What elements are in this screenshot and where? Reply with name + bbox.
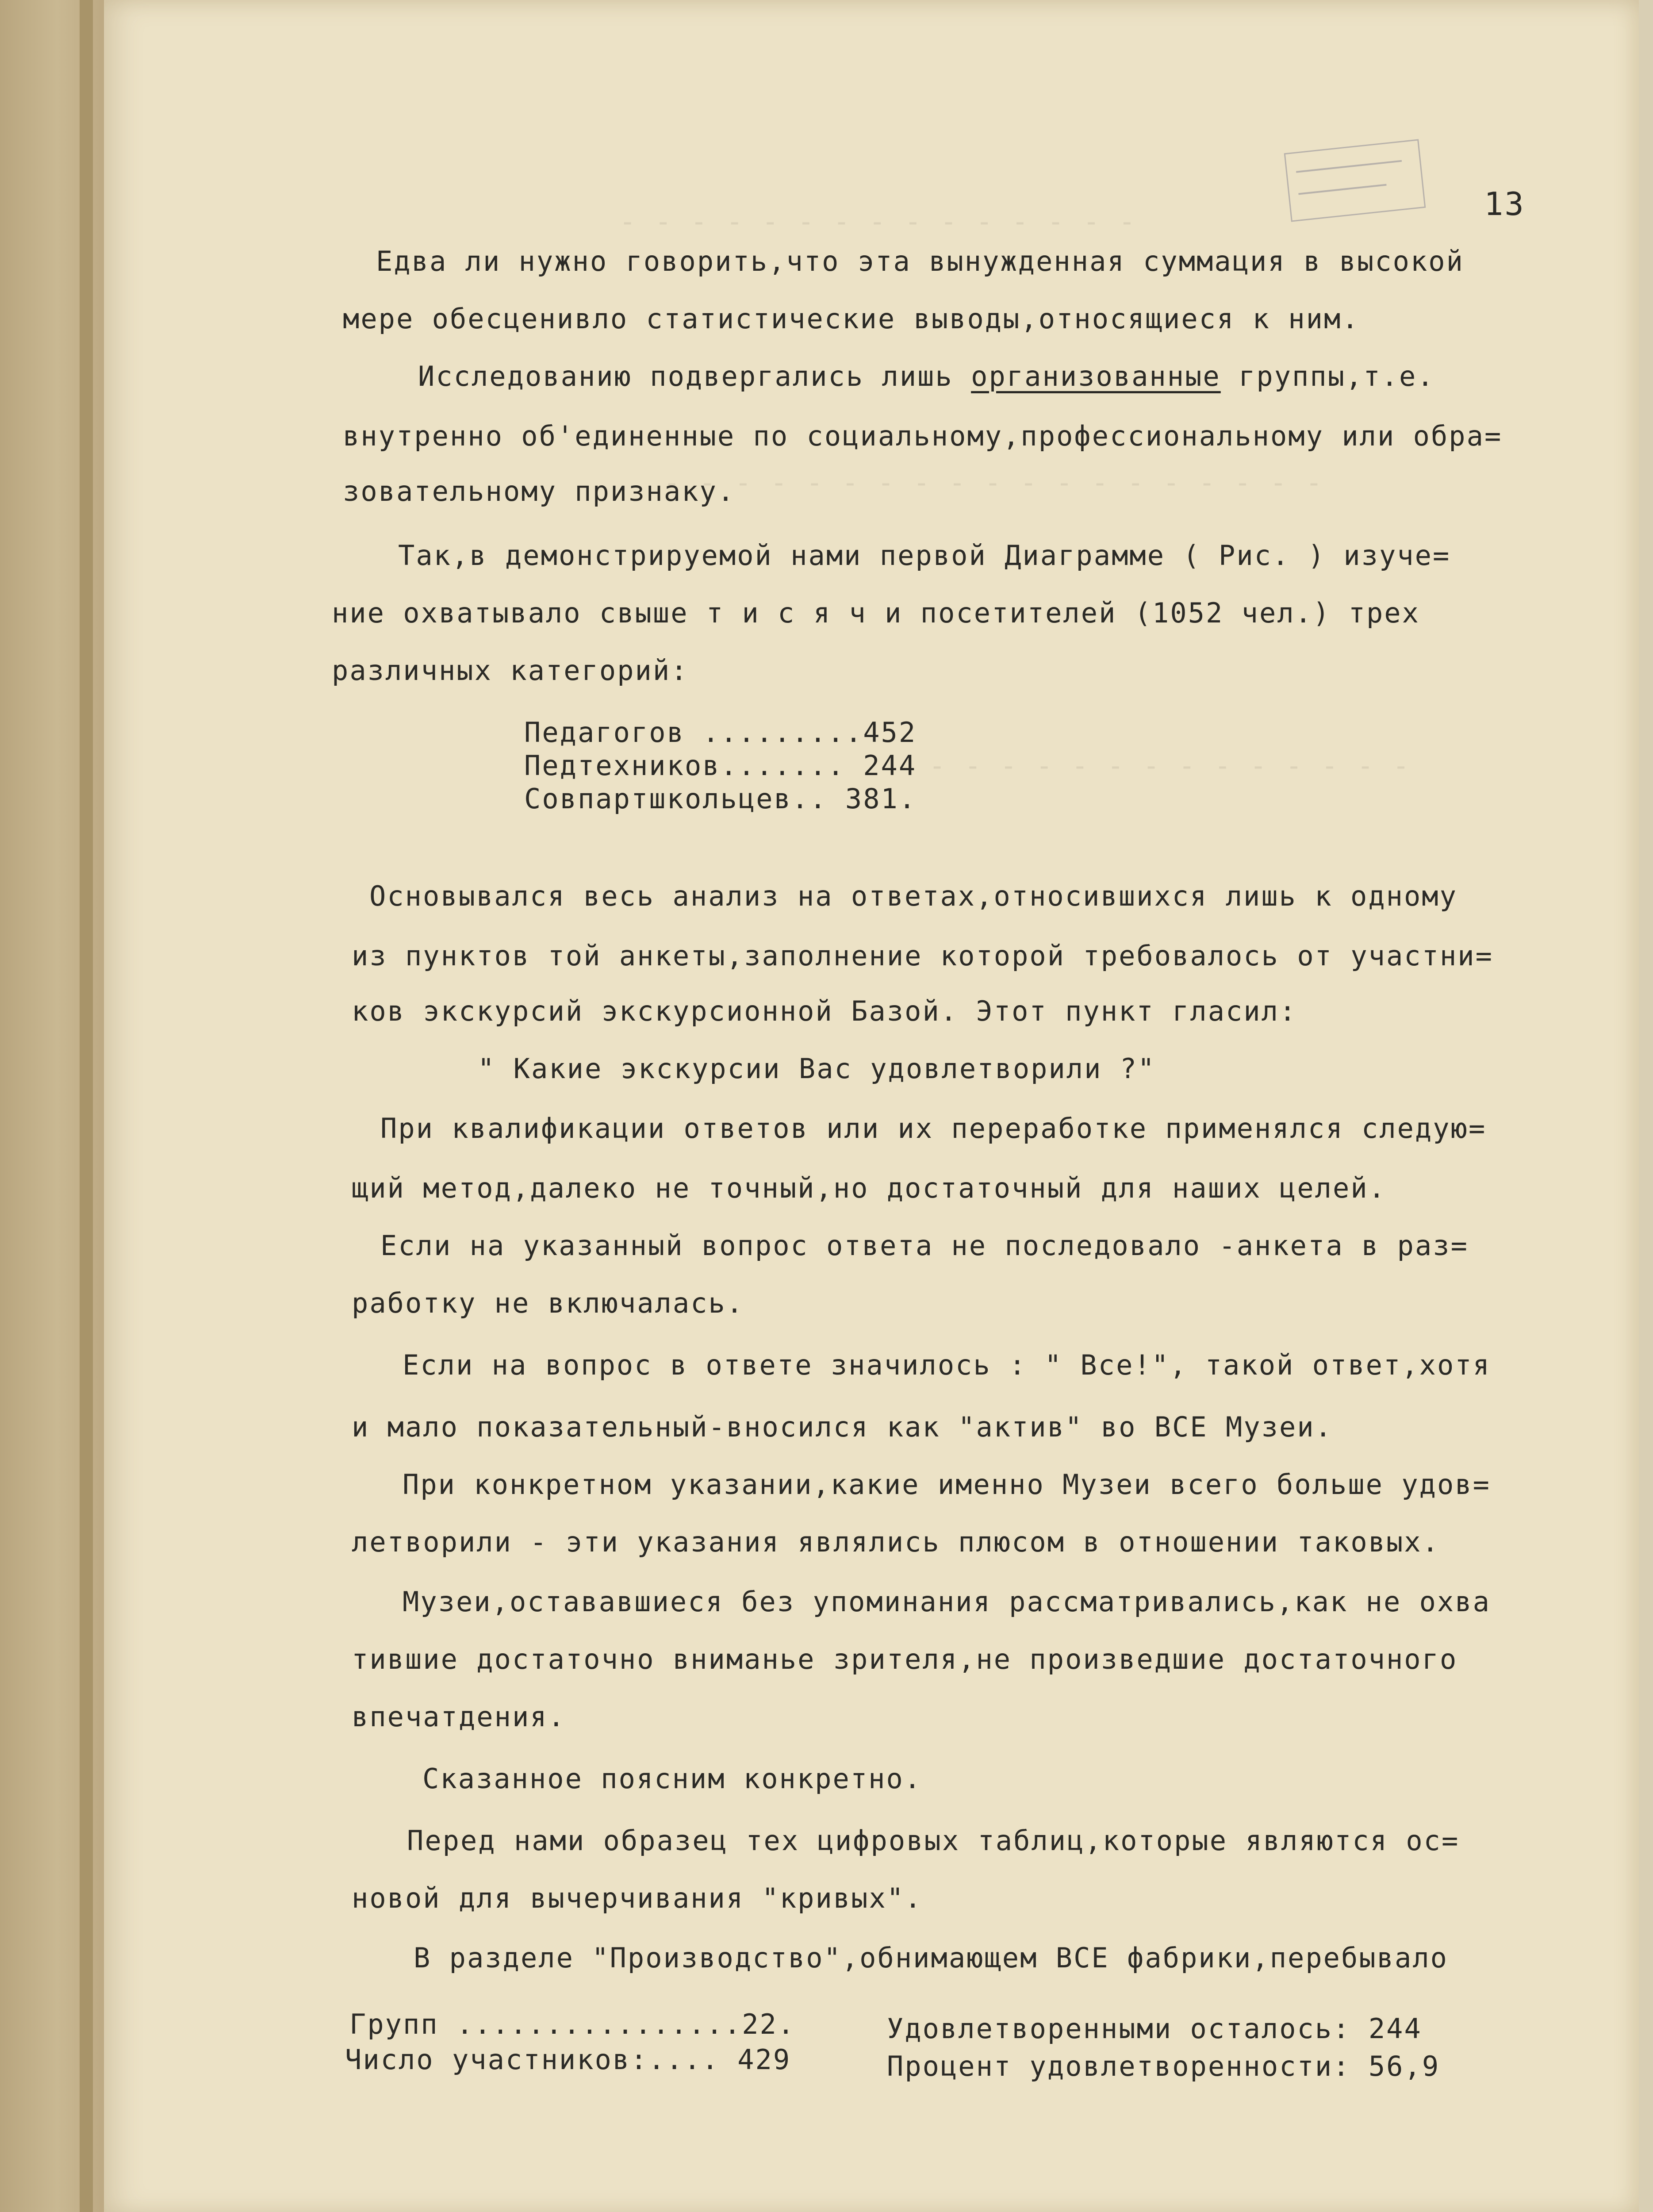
satisfied-value: 244 [1368,2012,1422,2045]
text-line: Если на вопрос в ответе значилось : " Все!", такой ответ,хотя [403,1349,1491,1381]
text-line: внутренно об'единенные по социальному,профессиональному или обра= [343,420,1503,452]
text-line [418,360,1435,392]
binding-edge [80,0,93,2212]
text-line: Музеи,остававшиеся без упоминания рассматривались,как не охва [403,1586,1491,1618]
groups-label: Групп ................ [349,2008,742,2040]
table-row [349,2008,796,2040]
text-line: В разделе "Производство",обнимающем ВСЕ фабрики,перебывало [414,1942,1448,1974]
text-line: зовательному признаку. [343,475,736,507]
text-line: летворили - эти указания являлись плюсом в отношении таковых. [352,1526,1440,1558]
satisfied-label: Удовлетворенными осталось: [887,2012,1351,2045]
text-line: работку не включалась. [352,1287,744,1319]
text-line: Едва ли нужно говорить,что эта вынужденная суммация в высокой [376,245,1464,277]
text-line: щий метод,далеко не точный,но достаточный для наших целей. [352,1172,1386,1204]
text-line: Перед нами образец тех цифровых таблиц,которые являются ос= [407,1824,1460,1857]
text-line: Основывался весь анализ на ответах,относившихся лишь к одному [369,880,1457,912]
text-line: из пунктов той анкеты,заполнение которой требовалось от участни= [352,940,1493,972]
table-row [887,2050,1440,2082]
text-line: При квалификации ответов или их переработке применялся следую= [380,1112,1487,1144]
text-line: Если на указанный вопрос ответа не последовало -анкета в раз= [380,1229,1469,1262]
text-span: Исследованию подвергались лишь [418,360,971,392]
archive-stamp [1284,139,1426,222]
text-line: ние охватывало свыше т и с я ч и посетителей (1052 чел.) трех [332,597,1420,629]
percent-value: 56,9 [1368,2050,1440,2082]
table-row [887,2012,1422,2045]
underlined-word: организованные [971,360,1221,392]
text-line: новой для вычерчивания "кривых". [352,1882,923,1914]
text-line: и мало показательный-вносился как "актив" во ВСЕ Музеи. [352,1411,1333,1443]
text-span: группы,т.е. [1220,360,1435,392]
category-line: Совпартшкольцев.. 381. [524,783,917,815]
text-line: различных категорий: [332,654,689,687]
category-line: Педагогов .........452 [524,716,917,749]
participants-value: 429 [737,2043,791,2076]
text-line: Так,в демонстрируемой нами первой Диаграмме ( Рис. ) изуче= [398,539,1451,572]
text-line: Сказанное поясним конкретно. [422,1763,922,1795]
text-line: мере обесценивло статистические выводы,относящиеся к ним. [343,303,1360,335]
text-line: впечатдения. [352,1701,566,1733]
table-row [345,2043,791,2076]
text-line: тившие достаточно вниманье зрителя,не произведшие достаточного [352,1643,1458,1675]
text-line: При конкретном указании,какие именно Музеи всего больше удов= [403,1468,1491,1501]
participants-label: Число участников:.... [345,2043,720,2076]
groups-value: 22. [742,2008,796,2040]
category-line: Педтехников....... 244 [524,749,917,782]
page-number: 13 [1484,185,1525,223]
percent-label: Процент удовлетворенности: [887,2050,1351,2082]
text-line: " Какие экскурсии Вас удовлетворили ?" [478,1052,1156,1085]
text-line: ков экскурсий экскурсионной Базой. Этот пункт гласил: [352,995,1297,1027]
